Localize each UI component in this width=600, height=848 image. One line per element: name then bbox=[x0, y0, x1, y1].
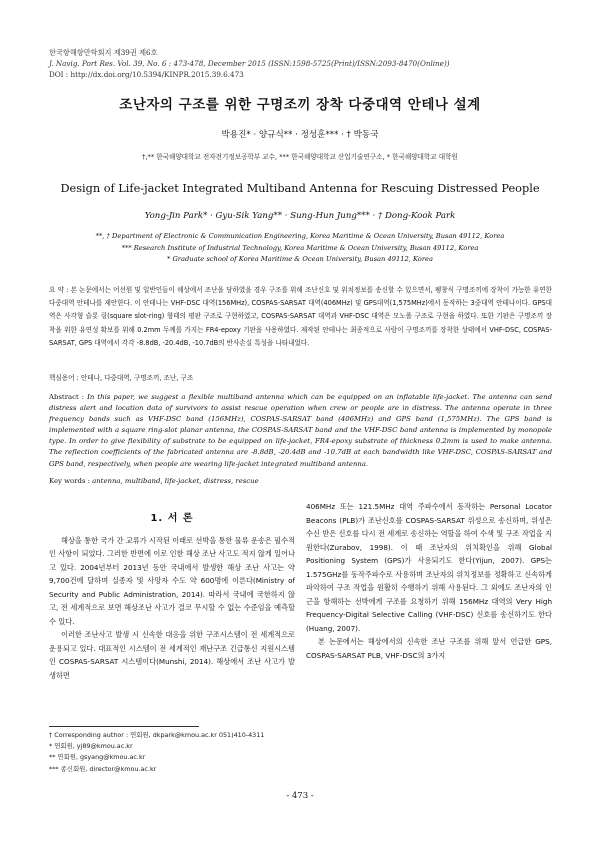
keywords-korean: 핵심용어 : 안테나, 다중대역, 구명조끼, 조난, 구조 bbox=[49, 374, 194, 382]
affiliation-line: * Graduate school of Korea Maritime & Ocean University, Busan 49112, Korea bbox=[167, 255, 433, 263]
title-korean: 조난자의 구조를 위한 구명조끼 장착 다중대역 안테나 설계 bbox=[119, 97, 481, 113]
doi-line: DOI : http://dx.doi.org/10.5394/KINPR.2015.39.6.473 bbox=[49, 70, 244, 79]
section-title: 1. 서 론 bbox=[150, 513, 194, 524]
footnote-divider bbox=[49, 726, 199, 727]
paragraph: 해상을 통한 국가 간 교류가 시작된 이래로 선박을 통한 물류 운송은 필수적인 사항이 되었다. 그러한 반면에 이로 인한 해상 조난 사고도 적지 않게 일어나고 있다. 2004년부터 2013년 동안 국내에서 발생한 해상 조난 사고는 약 9,700건에 달하며 실종자 및 사망자 수도 약 600명에 이른다(Ministry of Security and Public Administration, 2014). 따라서 국내에 국한하지 않고, 전 세계적으로 보면 해상조난 사고가 결코 무시할 수 없는 수준임을 예측할 수 있다. bbox=[49, 535, 295, 626]
authors-korean: 박용진* · 양규식** · 정성훈*** · † 박동국 bbox=[221, 130, 379, 140]
paragraph: 406MHz 또는 121.5MHz 대역 주파수에서 동작하는 Personal Locator Beacons (PLB)가 조난신호를 COSPAS-SARSAT 위성으로 송신하며, 위성은 수신 받은 신호를 다시 전 세계로 송신하는 역할을 하여 수색 및 구조 작업을 지원한다(Zurabov, 1998). 이 때 조난자의 위치확인을 위해 Global Positioning System (GPS)가 사용되기도 한다(Yijun, 2007). GPS는 1.575GHz를 동작주파수로 사용하며 조난자의 위치정보를 정확하고 신속하게 파악하여 구조 작업을 원활히 수행하기 위해 사용된다. 그 외에도 조난자의 인근을 항해하는 선박에게 구조를 요청하기 위해 156MHz 대역의 Very High Frequency-Digital Selective Calling (VHF-DSC) 신호를 송신하기도 한다(Huang, 2007). bbox=[306, 502, 552, 633]
abstract-korean: 요 약 : 본 논문에서는 어선원 및 일반인들이 해상에서 조난을 당하였을 경우 구조를 위해 조난신호 및 위치정보를 송신할 수 있으면서, 팽창식 구명조끼에 장착이 가능한 유연한 다중대역 안테나를 제안한다. 이 안테나는 VHF-DSC 대역(156MHz), COSPAS-SARSAT 대역(406MHz) 및 GPS대역(1,575MHz)에서 동작하는 3중대역 안테나이다. GPS대역은 사각형 슬롯 링(square slot-ring) 형태의 평판 구조로 구현하였고, COSPAS-SARSAT 대역과 VHF-DSC 대역은 모노폴 구조로 구현을 하였다. 또한 기판은 구명조끼 장착을 위한 유연성 확보를 위해 0.2mm 두께를 가지는 FR4-epoxy 기판을 사용하였다. 제작된 안테나는 최종적으로 사람이 구명조끼를 장착한 상태에서 VHF-DSC, COSPAS-SARSAT, GPS 대역에서 각각 -8.8dB, -20.4dB, -10.7dB의 반사손실 특성을 나타내었다. bbox=[49, 286, 552, 347]
abstract-label: Abstract : bbox=[49, 393, 88, 401]
journal-volume-info: J. Navig. Port Res. Vol. 39, No. 6 : 473-478, December 2015 (ISSN:1598-5725(Print)/ISSN:2093-8470(Online)) bbox=[49, 59, 450, 68]
affiliation-korean: †,** 한국해양대학교 전자전기정보공학부 교수, *** 한국해양대학교 산업기술연구소, * 한국해양대학교 대학원 bbox=[142, 153, 458, 161]
footnotes bbox=[49, 730, 264, 775]
paragraph: 본 논문에서는 해상에서의 신속한 조난 구조를 위해 앞서 언급한 GPS, COSPAS-SARSAT PLB, VHF-DSC의 3가지 bbox=[306, 637, 552, 660]
page-number: - 473 - bbox=[286, 791, 314, 801]
keywords-label: Key words : bbox=[49, 477, 93, 485]
footnote: † Corresponding author : 연회원, dkpark@kmou.ac.kr 051)410-4311 bbox=[49, 731, 265, 739]
left-column bbox=[49, 512, 295, 682]
journal-header bbox=[49, 47, 450, 80]
affiliation-line: *** Research Institute of Industrial Technology, Korea Maritime & Ocean University, Busan 49112, Korea bbox=[121, 243, 479, 252]
title-english: Design of Life-jacket Integrated Multiband Antenna for Rescuing Distressed People bbox=[60, 182, 540, 195]
footnote: * 연회원, yj89@kmou.ac.kr bbox=[49, 742, 133, 751]
abstract-english bbox=[49, 392, 552, 470]
right-column bbox=[306, 500, 552, 662]
footnote: ** 연회원, gsyang@kmou.ac.kr bbox=[49, 753, 146, 762]
abstract-text: In this paper, we suggest a flexible multiband antenna which can be equipped on an inflatable life-jacket. The antenna can send distress alert and location data of survivors to assist rescue operation when crew or people are in distress. The antenna operate in three frequency bands such as VHF-DSC band (156MHz), COSPAS-SARSAT band (406MHz) and GPS band (1,575MHz). The GPS band is implemented with a square ring-slot planar antenna, the COSPAS-SARSAT band and the VHF-DSC band antenna is implemented by monopole type. In order to give flexibility of substrate to be equipped on life-jacket, FR4-epoxy substrate of thickness 0.2mm is used to make antenna. The reflection coefficients of the fabricated antenna are -8.8dB, -20.4dB and -10.7dB at each bandwidth like VHF-DSC, COSPAS-SARSAT and GPS band, respectively, when people are wearing life-jacket integrated multiband antenna. bbox=[49, 393, 552, 468]
affiliations-english bbox=[40, 231, 560, 266]
footnote: *** 종신회원, director@kmou.ac.kr bbox=[49, 764, 157, 773]
paragraph: 이러한 조난사고 발생 시 신속한 대응을 위한 구조시스템이 전 세계적으로 운용되고 있다. 대표적인 시스템이 전 세계적인 재난구조 긴급통신 지원시스템인 COSPAS-SARSAT 시스템이다(Munshi, 2014). 해상에서 조난 사고가 발생하면 bbox=[49, 630, 295, 680]
keywords-english bbox=[49, 477, 259, 485]
affiliation-line: **, † Department of Electronic & Communication Engineering, Korea Maritime & Ocean University, Busan 49112, Korea bbox=[95, 232, 505, 240]
journal-name: 한국항해항만학회지 제39권 제6호 bbox=[49, 48, 158, 57]
keywords-text: antenna, multiband, life-jacket, distress, rescue bbox=[92, 477, 259, 485]
authors-english: Yong-Jin Park* · Gyu-Sik Yang** · Sung-Hun Jung*** · † Dong-Kook Park bbox=[144, 211, 456, 221]
